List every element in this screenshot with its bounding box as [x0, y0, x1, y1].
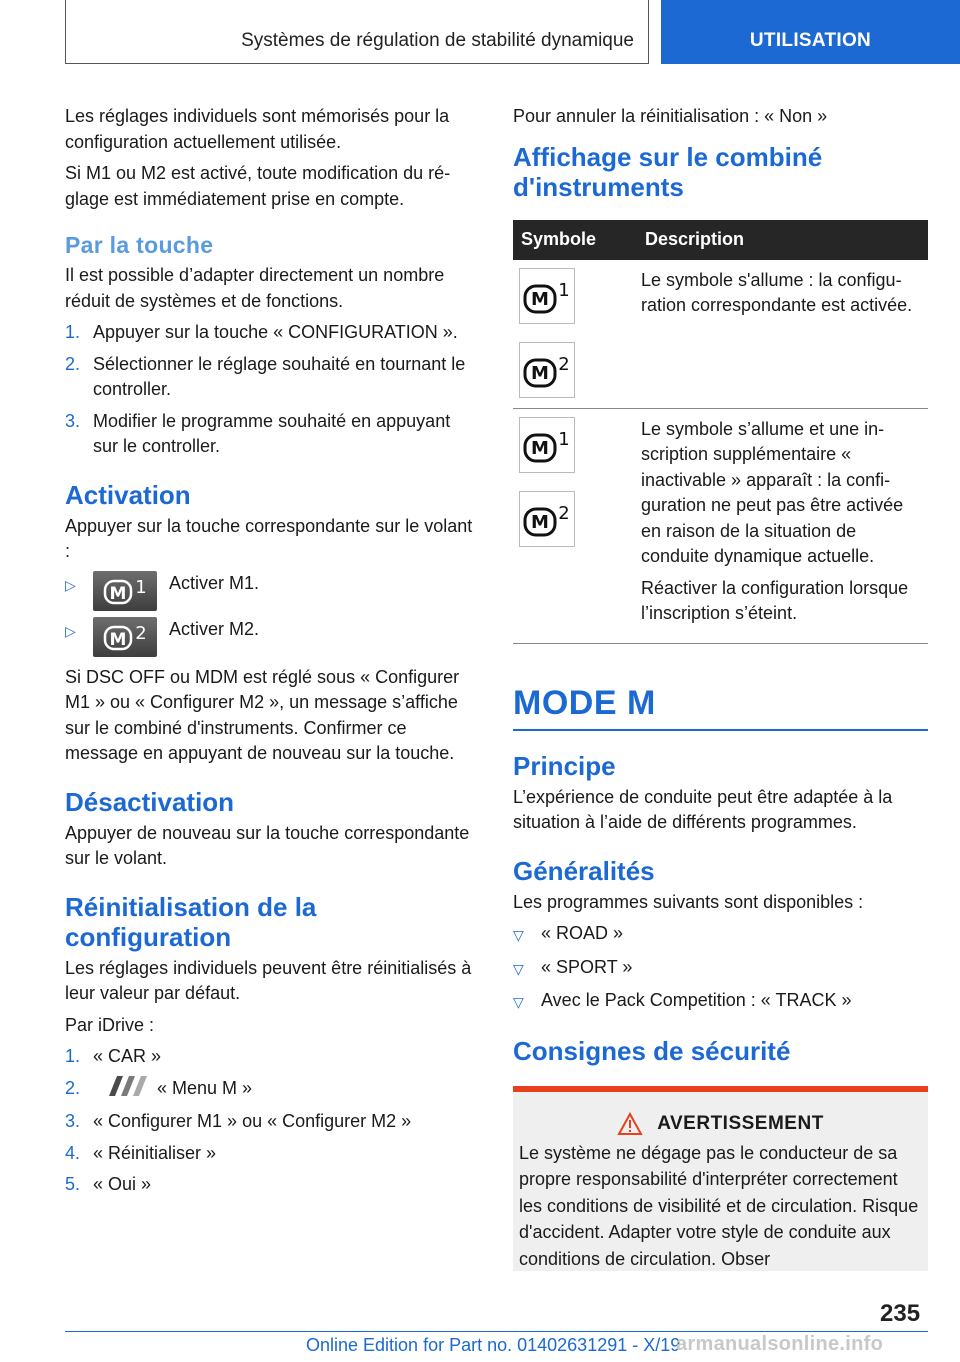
watermark: armanualsonline.info — [676, 1333, 884, 1355]
right-column — [513, 104, 928, 1271]
svg-text:1: 1 — [558, 428, 570, 450]
table-header-symbole: Symbole — [513, 220, 635, 260]
triangle-bullet-icon: ▽ — [513, 927, 524, 943]
m1-indicator-icon — [519, 417, 575, 473]
row2-description-2: Réactiver la configuration lorsque l’inscription s’éteint. — [641, 577, 909, 623]
m1-indicator-icon — [519, 268, 575, 324]
warning-title: AVERTISSEMENT — [657, 1112, 824, 1134]
svg-text:1: 1 — [558, 279, 570, 301]
symbol-table — [513, 220, 928, 644]
list-item — [65, 571, 478, 611]
list-item: ▽ « ROAD » — [513, 921, 928, 949]
heading-activation: Activation — [65, 479, 191, 510]
touche-steps — [65, 320, 478, 460]
triangle-bullet-icon: ▷ — [65, 576, 76, 593]
triangle-bullet-icon: ▷ — [65, 622, 76, 639]
desactivation-paragraph: Appuyer de nouveau sur la touche correspondante sur le volant. — [65, 822, 470, 868]
programs-list — [513, 921, 928, 1016]
left-column — [65, 104, 478, 1206]
list-item: 3. « Configurer M1 » ou « Configurer M2 » — [65, 1111, 412, 1131]
svg-text:M: M — [531, 288, 549, 310]
list-item: 3. Modifier le programme souhaité en appuyant sur le controller. — [65, 410, 451, 456]
list-item: 2. « Menu M » — [65, 1076, 478, 1104]
heading-consignes: Consignes de sécurité — [513, 1035, 791, 1066]
svg-text:2: 2 — [558, 353, 570, 375]
table-row — [513, 408, 928, 643]
activation-list — [65, 571, 478, 657]
svg-text:M: M — [531, 437, 549, 459]
activate-m1-label: Activer M1. — [169, 572, 260, 593]
activation-paragraph: Appuyer sur la touche correspondante sur le volant : — [65, 515, 473, 561]
warning-header — [519, 1112, 922, 1136]
header-tab-utilisation[interactable] — [661, 0, 960, 64]
idrive-label: Par iDrive : — [65, 1014, 155, 1035]
footer-edition: Online Edition for Part no. 01402631291 - X/19 — [306, 1335, 681, 1355]
header-title: Systèmes de régulation de stabilité dynamique — [241, 30, 634, 51]
steering-m1-button-icon — [93, 571, 157, 611]
m-stripes-icon — [101, 1076, 149, 1104]
heading-principe: Principe — [513, 750, 616, 781]
svg-text:2: 2 — [135, 622, 147, 644]
table-row — [513, 260, 928, 409]
m2-indicator-icon — [519, 342, 575, 398]
warning-text: Le système ne dégage pas le conducteur de sa propre responsabilité d'interpréter correctement les conditions de visibilité et de circulation. Risque d'accident. Adapter votre style de conduite aux conditions de circulation. Obser — [519, 1142, 919, 1269]
steering-m2-button-icon — [93, 617, 157, 657]
svg-text:M: M — [531, 362, 549, 384]
heading-reinitialisation: Réinitialisation de la configuration — [65, 891, 317, 952]
activate-m2-label: Activer M2. — [169, 618, 260, 639]
page-number: 235 — [880, 1300, 921, 1327]
heading-mode-m: MODE M — [513, 684, 928, 731]
list-item: ▽ Avec le Pack Competition : « TRACK » — [513, 988, 928, 1016]
intro-paragraph-2: Si M1 ou M2 est activé, toute modification du réglage est immédiatement prise en compte. — [65, 163, 451, 209]
annuler-paragraph: Pour annuler la réinitialisation : « Non » — [513, 106, 828, 126]
generalites-paragraph: Les programmes suivants sont disponibles : — [513, 891, 864, 912]
heading-desactivation: Désactivation — [65, 786, 235, 817]
row1-description: Le symbole s'allume : la configuration correspondante est activée. — [641, 269, 913, 315]
idrive-steps — [65, 1044, 478, 1198]
svg-text:2: 2 — [558, 502, 570, 524]
list-item: ▽ « SPORT » — [513, 955, 928, 983]
list-item — [65, 617, 478, 657]
svg-text:M: M — [531, 511, 549, 533]
triangle-bullet-icon: ▽ — [513, 994, 524, 1010]
svg-text:1: 1 — [135, 576, 147, 598]
list-item: 1. « CAR » — [65, 1046, 162, 1066]
reinit-paragraph: Les réglages individuels peuvent être réinitialisés à leur valeur par défaut. — [65, 957, 472, 1003]
intro-paragraph-1: Les réglages individuels sont mémorisés pour la configuration actuellement utilisée. — [65, 106, 450, 152]
triangle-bullet-icon: ▽ — [513, 960, 524, 977]
footer-rule — [65, 1331, 928, 1332]
dsc-paragraph: Si DSC OFF ou MDM est réglé sous « Configurer M1 » ou « Configurer M2 », un message s’affiche sur le combiné d'instruments. Confirmer ce message en appuyant de nouveau sur la touche. — [65, 666, 460, 763]
principe-paragraph: L’expérience de conduite peut être adaptée à la situation à l’aide de différents programmes. — [513, 786, 893, 832]
heading-par-la-touche: Par la touche — [65, 232, 214, 258]
m2-indicator-icon — [519, 491, 575, 547]
warning-box — [513, 1086, 928, 1271]
heading-generalites: Généralités — [513, 855, 655, 886]
list-item: 4. « Réinitialiser » — [65, 1142, 217, 1163]
header-tab-label: UTILISATION — [749, 30, 872, 51]
warning-triangle-icon — [617, 1112, 643, 1136]
list-item: 2. Sélectionner le réglage souhaité en tournant le controller. — [65, 353, 466, 399]
list-item: 1. Appuyer sur la touche « CONFIGURATION ». — [65, 322, 458, 342]
heading-affichage: Affichage sur le combiné d'instruments — [513, 141, 823, 202]
table-header-description: Description — [635, 220, 928, 260]
header-box — [65, 0, 649, 64]
svg-text:M: M — [109, 583, 127, 604]
svg-text:M: M — [109, 629, 127, 650]
touche-paragraph: Il est possible d’adapter directement un nombre réduit de systèmes et de fonctions. — [65, 265, 445, 311]
row2-description: Le symbole s’allume et une inscription supplémentaire « inactivable » apparaît : la configuration ne peut pas être activée en raison de la situation de conduite dynamique actuelle. — [641, 418, 904, 566]
list-item: 5. « Oui » — [65, 1174, 152, 1194]
